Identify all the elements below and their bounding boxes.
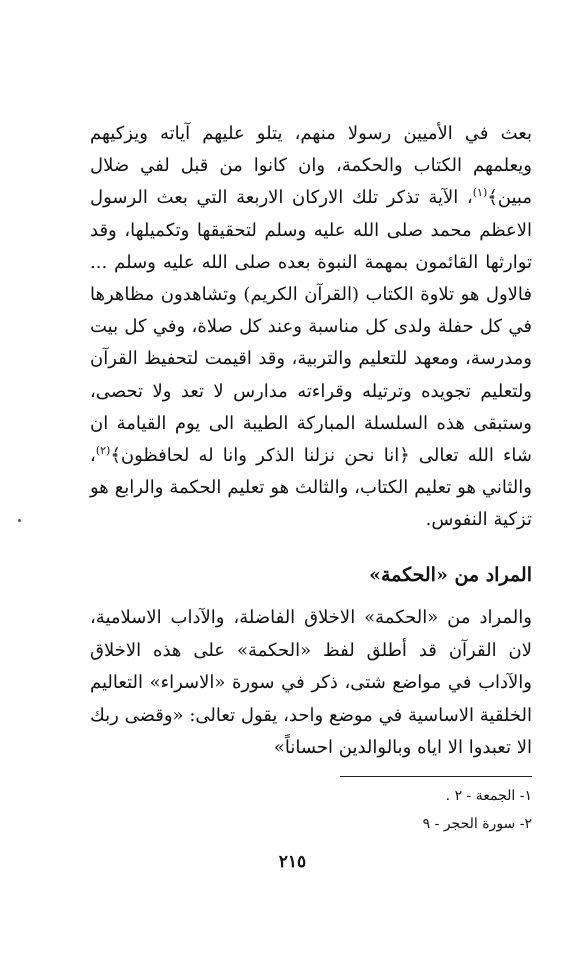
footnote-1: ١- الجمعة - ٢ . <box>445 788 532 804</box>
footnote-2: ٢- سورة الحجر - ٩ <box>422 816 532 832</box>
section-heading: المراد من «الحكمة» <box>369 564 532 586</box>
page-number: ٢١٥ <box>278 852 307 872</box>
paragraph-1-text-part-1: بعث في الأميين رسولا منهم، يتلو عليهم آياته ويزكيهم ويعلمهم الكتاب والحكمة، وان كانوا من قبل لفي ضلال مبين﴾ <box>90 123 532 209</box>
footnote-divider <box>340 776 532 777</box>
body-paragraph-1 <box>90 118 532 537</box>
footnote-reference-2: (٢) <box>95 444 111 458</box>
margin-dot <box>18 519 21 522</box>
paragraph-1-text-part-2: ، الآية تذكر تلك الاركان الاربعة التي بعث الرسول الاعظم محمد صلى الله عليه وسلم لتحقيقها وتكميلها، وقد توارثها القائمون بمهمة النبوة بعده صلى الله عليه وسلم ... فالاول هو تلاوة الكتاب (القرآن الكريم) وتشاهدون مظاهرها في كل حفلة ولدى كل مناسبة وعند كل صلاة، وفي كل بيت ومدرسة، ومعهد للتعليم والتربية، وقد اقيمت لتحفيظ القرآن ولتعليم تجويده وترتيله وقراءته مدارس لا تعد ولا تحصى، وستبقى هذه السلسلة المباركة الطيبة الى يوم القيامة ان شاء الله تعالى ﴿انا نحن نزلنا الذكر وانا له لحافظون﴾ <box>90 187 532 467</box>
footnote-reference-1: (١) <box>472 186 488 200</box>
body-paragraph-2: والمراد من «الحكمة» الاخلاق الفاضلة، والآداب الاسلامية، لان القرآن قد أطلق لفظ «الحكمة» على هذه الاخلاق والآداب في مواضع شتى، ذكر في سورة «الاسراء» التعاليم الخلقية الاساسية في موضع واحد، يقول تعالى: «وقضى ربك الا تعبدوا الا اياه وبالوالدين احساناً» <box>90 607 532 758</box>
paragraph-1-text-part-3: ، والثاني هو تعليم الكتاب، والثالث هو تعليم الحكمة والرابع هو تزكية النفوس. <box>90 445 532 531</box>
